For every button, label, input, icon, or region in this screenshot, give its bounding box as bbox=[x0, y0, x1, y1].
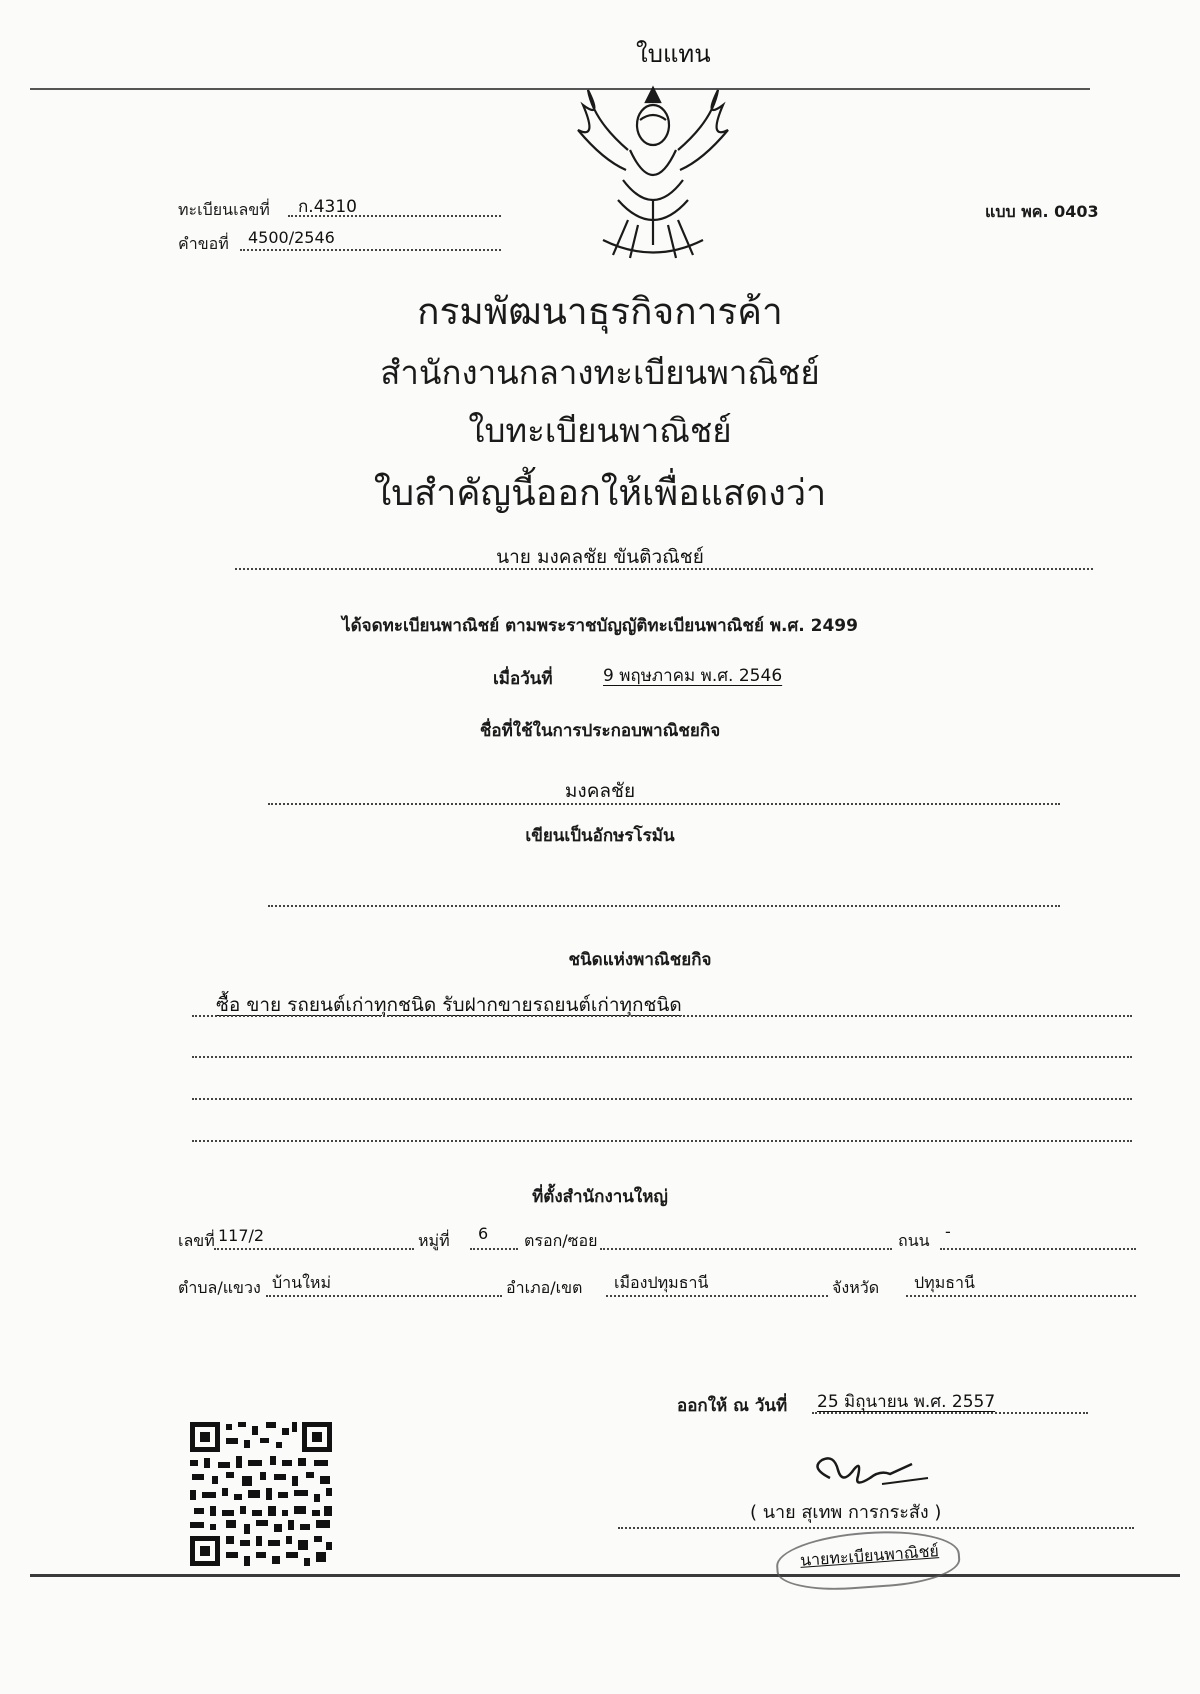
qr-code bbox=[186, 1418, 336, 1570]
subdistrict-value: บ้านใหม่ bbox=[272, 1273, 331, 1292]
road-label: ถนน bbox=[898, 1231, 930, 1250]
business-type-value: ซื้อ ขาย รถยนต์เก่าทุกชนิด รับฝากขายรถยนต์เก่าทุกชนิด bbox=[216, 994, 682, 1016]
replacement-note: ใบแทน bbox=[636, 40, 711, 68]
address-heading: ที่ตั้งสำนักงานใหญ่ bbox=[532, 1187, 668, 1207]
soi-dots bbox=[600, 1248, 892, 1250]
request-number: 4500/2546 bbox=[248, 228, 335, 247]
bottom-scan-line bbox=[30, 1574, 1180, 1577]
business-name-label: ชื่อที่ใช้ในการประกอบพาณิชยกิจ bbox=[479, 721, 721, 741]
number-dots bbox=[214, 1248, 414, 1250]
district-value: เมืองปทุมธานี bbox=[614, 1273, 709, 1292]
office-title: สำนักงานกลางทะเบียนพาณิชย์ bbox=[380, 353, 820, 392]
top-scan-line bbox=[30, 88, 1090, 90]
business-type-dots-3 bbox=[192, 1098, 1132, 1100]
roman-dots bbox=[268, 905, 1060, 907]
number-label: เลขที่ bbox=[178, 1231, 215, 1250]
registration-dots bbox=[288, 215, 501, 217]
signer-title: นายทะเบียนพาณิชย์ bbox=[799, 1541, 940, 1570]
subdistrict-label: ตำบล/แขวง bbox=[178, 1278, 261, 1297]
statement-title: ใบสำคัญนี้ออกให้เพื่อแสดงว่า bbox=[373, 473, 827, 514]
department-title: กรมพัฒนาธุรกิจการค้า bbox=[417, 290, 783, 333]
business-type-dots-1 bbox=[192, 1015, 1132, 1017]
registration-number: ก.4310 bbox=[298, 197, 357, 217]
issued-dots bbox=[812, 1412, 1088, 1414]
request-dots bbox=[240, 249, 501, 251]
business-name-dots bbox=[268, 803, 1060, 805]
garuda-emblem bbox=[568, 80, 738, 265]
form-code: แบบ พค. 0403 bbox=[985, 202, 1099, 221]
registrant-name: นาย มงคลชัย ขันติวณิชย์ bbox=[496, 546, 704, 568]
province-value: ปทุมธานี bbox=[914, 1273, 975, 1292]
district-dots bbox=[606, 1295, 828, 1297]
moo-label: หมู่ที่ bbox=[418, 1231, 450, 1250]
issued-label: ออกให้ ณ วันที่ bbox=[677, 1396, 788, 1416]
registration-label: ทะเบียนเลขที่ bbox=[178, 200, 270, 219]
registered-under: ได้จดทะเบียนพาณิชย์ ตามพระราชบัญญัติทะเบียนพาณิชย์ พ.ศ. 2499 bbox=[342, 616, 858, 636]
registrant-dots bbox=[235, 568, 1093, 570]
address-number: 117/2 bbox=[218, 1226, 265, 1245]
district-label: อำเภอ/เขต bbox=[506, 1278, 583, 1297]
business-type-dots-2 bbox=[192, 1056, 1132, 1058]
subdistrict-dots bbox=[266, 1295, 502, 1297]
signature bbox=[800, 1448, 940, 1498]
road-dots bbox=[940, 1248, 1136, 1250]
signature-dots bbox=[618, 1527, 1134, 1529]
business-type-label: ชนิดแห่งพาณิชยกิจ bbox=[568, 950, 712, 970]
request-label: คำขอที่ bbox=[178, 234, 229, 253]
registration-date: 9 พฤษภาคม พ.ศ. 2546 bbox=[603, 666, 783, 686]
certificate-title: ใบทะเบียนพาณิชย์ bbox=[468, 411, 732, 450]
moo-dots bbox=[470, 1248, 518, 1250]
moo-value: 6 bbox=[478, 1224, 489, 1243]
province-label: จังหวัด bbox=[832, 1278, 880, 1297]
business-type-dots-4 bbox=[192, 1140, 1132, 1142]
road-value: - bbox=[945, 1222, 951, 1241]
business-name: มงคลชัย bbox=[564, 780, 636, 802]
date-label: เมื่อวันที่ bbox=[493, 669, 553, 689]
signer-name: ( นาย สุเทพ การกระสัง ) bbox=[750, 1502, 942, 1523]
province-dots bbox=[906, 1295, 1136, 1297]
soi-label: ตรอก/ซอย bbox=[524, 1231, 598, 1250]
roman-label: เขียนเป็นอักษรโรมัน bbox=[525, 826, 675, 846]
issued-date: 25 มิถุนายน พ.ศ. 2557 bbox=[817, 1392, 996, 1412]
